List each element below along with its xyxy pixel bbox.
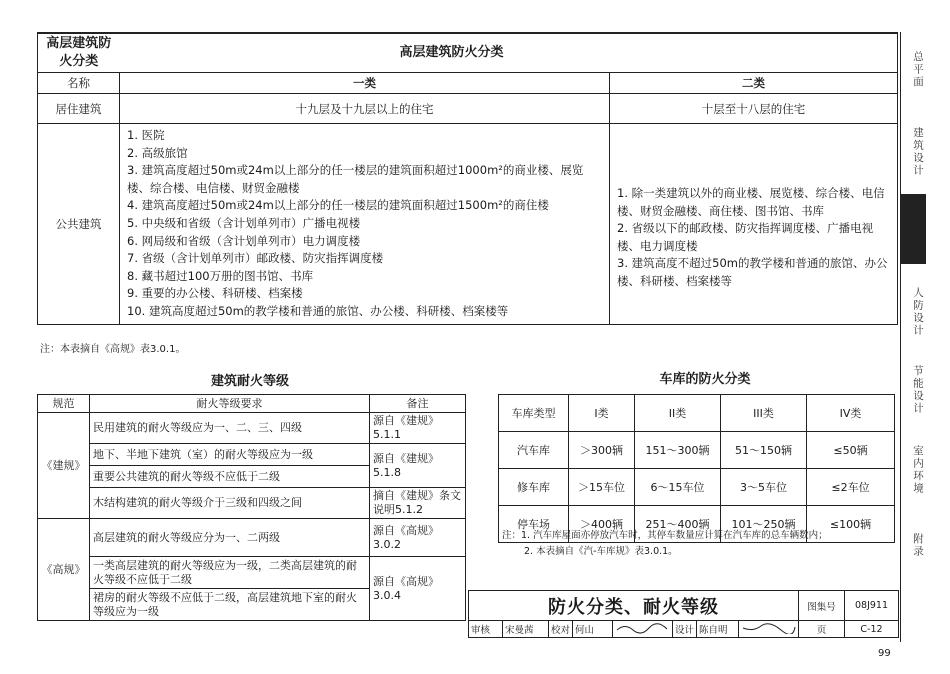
public-class2-cell	[610, 124, 898, 325]
list-item: 3. 建筑高度不超过50m的教学楼和普通的旅馆、办公楼、科研楼、档案楼等	[617, 256, 888, 288]
drawing-title: 防火分类、耐火等级	[469, 591, 799, 621]
list-item: 7. 省级（含计划单列市）邮政楼、防灾指挥调度楼	[127, 251, 384, 266]
residential-class2: 十层至十八层的住宅	[610, 94, 898, 124]
garage-cell: 251～400辆	[635, 506, 721, 543]
fire-remark: 源自《建规》5.1.1	[370, 413, 466, 444]
garage-note-1: 注：1. 汽车库屋面亦停放汽车时，其停车数量应计算在汽车库的总车辆数内；	[502, 530, 828, 541]
garage-title: 车库的防火分类	[659, 372, 751, 387]
designer-signature	[739, 621, 799, 638]
designer-name: 陈自明	[697, 621, 739, 638]
reviewer-name: 宋曼茜	[503, 621, 549, 638]
list-item: 9. 重要的办公楼、科研楼、档案楼	[127, 286, 303, 301]
garage-table	[498, 394, 895, 543]
garage-cell: ＞400辆	[569, 506, 635, 543]
tab-fire-active[interactable]	[900, 194, 926, 264]
garage-cell: 3～5车位	[721, 469, 807, 506]
table-row: 民用建筑的耐火等级应为一、二、三、四级	[90, 413, 370, 444]
fire-remark: 源自《高规》3.0.2	[370, 519, 466, 557]
tab-energy[interactable]: 节能设计	[912, 365, 924, 415]
title-block	[468, 590, 899, 638]
table-row: 木结构建筑的耐火等级介于三级和四级之间	[90, 488, 370, 519]
public-class1-list	[123, 125, 606, 323]
table-title-text: 高层建筑防火分类	[120, 33, 898, 73]
fire-resistance-title: 建筑耐火等级	[210, 374, 289, 389]
garage-cell: ≤2车位	[807, 469, 895, 506]
garage-cell: 51～150辆	[721, 432, 807, 469]
top-table-note: 注：本表摘自《高规》表3.0.1。	[40, 344, 186, 355]
table-row: 高层建筑的耐火等级应分为一、二两级	[90, 519, 370, 557]
signature-icon	[741, 622, 797, 634]
fire-remark: 摘自《建规》条文说明5.1.2	[370, 488, 466, 519]
list-item: 4. 建筑高度超过50m或24m以上部分的任一楼层的建筑面积超过1500m²的商住楼	[127, 198, 549, 213]
garage-cell: 停车场	[499, 506, 569, 543]
check-label: 校对	[549, 621, 573, 638]
row-label-residential: 居住建筑	[38, 94, 120, 124]
garage-cell: ＞15车位	[569, 469, 635, 506]
residential-class1: 十九层及十九层以上的住宅	[120, 94, 610, 124]
page-code: C-12	[845, 621, 899, 638]
checker-name: 何山	[573, 621, 613, 638]
tab-civil-defense[interactable]: 人防设计	[912, 287, 924, 337]
list-item: 10. 建筑高度超过50m的教学楼和普通的旅馆、办公楼、科研楼、档案楼等	[127, 303, 509, 318]
public-class2-list	[613, 155, 894, 293]
list-item: 1. 医院	[127, 128, 165, 142]
checker-signature	[613, 621, 673, 638]
signature-icon	[615, 622, 671, 634]
fire-header-remark: 备注	[370, 395, 466, 413]
garage-header: IV类	[807, 395, 895, 432]
review-label: 审核	[469, 621, 503, 638]
tab-appendix[interactable]: 附录	[912, 532, 924, 558]
garage-cell: ≤100辆	[807, 506, 895, 543]
garage-cell: 汽车库	[499, 432, 569, 469]
garage-note	[502, 528, 897, 560]
list-item: 5. 中央级和省级（含计划单列市）广播电视楼	[127, 215, 361, 230]
list-item: 1. 除一类建筑以外的商业楼、展览楼、综合楼、电信楼、财贸金融楼、商住楼、图书馆、书库	[617, 185, 885, 218]
tab-indoor[interactable]: 室内环境	[912, 445, 924, 495]
garage-cell: 6～15车位	[635, 469, 721, 506]
list-item: 2. 高级旅馆	[127, 145, 188, 160]
row-label-public: 公共建筑	[38, 124, 120, 325]
table-row	[499, 432, 895, 469]
atlas-number: 08J911	[845, 591, 899, 621]
table-title: 高层建筑防火分类	[38, 33, 120, 73]
garage-cell: ≤50辆	[807, 432, 895, 469]
garage-header: II类	[635, 395, 721, 432]
design-label: 设计	[673, 621, 697, 638]
fire-classification-table	[37, 32, 898, 325]
garage-header: III类	[721, 395, 807, 432]
list-item: 2. 省级以下的邮政楼、防灾指挥调度楼、广播电视楼、电力调度楼	[617, 221, 874, 253]
garage-cell: 修车库	[499, 469, 569, 506]
tab-architecture[interactable]: 建筑设计	[912, 127, 924, 177]
garage-cell: 151～300辆	[635, 432, 721, 469]
list-item: 3. 建筑高度超过50m或24m以上部分的任一楼层的建筑面积超过1000m²的商业楼、展览楼、综合楼、电信楼、财贸金融楼	[127, 163, 584, 195]
fire-header-req: 耐火等级要求	[90, 395, 370, 413]
table-row: 地下、半地下建筑（室）的耐火等级应为一级	[90, 444, 370, 466]
garage-header: I类	[569, 395, 635, 432]
table-row: 一类高层建筑的耐火等级应为一级，二类高层建筑的耐火等级不应低于二级	[90, 557, 370, 589]
fire-header-code: 规范	[38, 395, 90, 413]
atlas-label: 图集号	[799, 591, 845, 621]
chapter-sidebar	[900, 32, 926, 642]
col-header-name: 名称	[38, 73, 120, 94]
fire-remark: 源自《高规》3.0.4	[370, 557, 466, 621]
garage-note-2: 2. 本表摘自《汽-车库规》表3.0.1。	[524, 546, 678, 557]
fire-resistance-table	[37, 394, 466, 621]
list-item: 6. 网局级和省级（含计划单列市）电力调度楼	[127, 233, 361, 248]
page-number: 99	[878, 648, 891, 659]
fire-group-gaogui: 《高规》	[38, 519, 90, 621]
list-item: 8. 藏书超过100万册的图书馆、书库	[127, 268, 314, 283]
tab-site-plan[interactable]: 总平面	[912, 51, 924, 89]
public-class1-cell	[120, 124, 610, 325]
table-row	[499, 469, 895, 506]
fire-remark: 源自《建规》5.1.8	[370, 444, 466, 488]
table-row: 裙房的耐火等级不应低于二级，高层建筑地下室的耐火等级应为一级	[90, 589, 370, 621]
fire-group-jianggui: 《建规》	[38, 413, 90, 519]
page-label: 页	[799, 621, 845, 638]
col-header-class2: 二类	[610, 73, 898, 94]
col-header-class1: 一类	[120, 73, 610, 94]
garage-header: 车库类型	[499, 395, 569, 432]
garage-cell: 101～250辆	[721, 506, 807, 543]
table-row: 重要公共建筑的耐火等级不应低于二级	[90, 466, 370, 488]
garage-cell: ＞300辆	[569, 432, 635, 469]
